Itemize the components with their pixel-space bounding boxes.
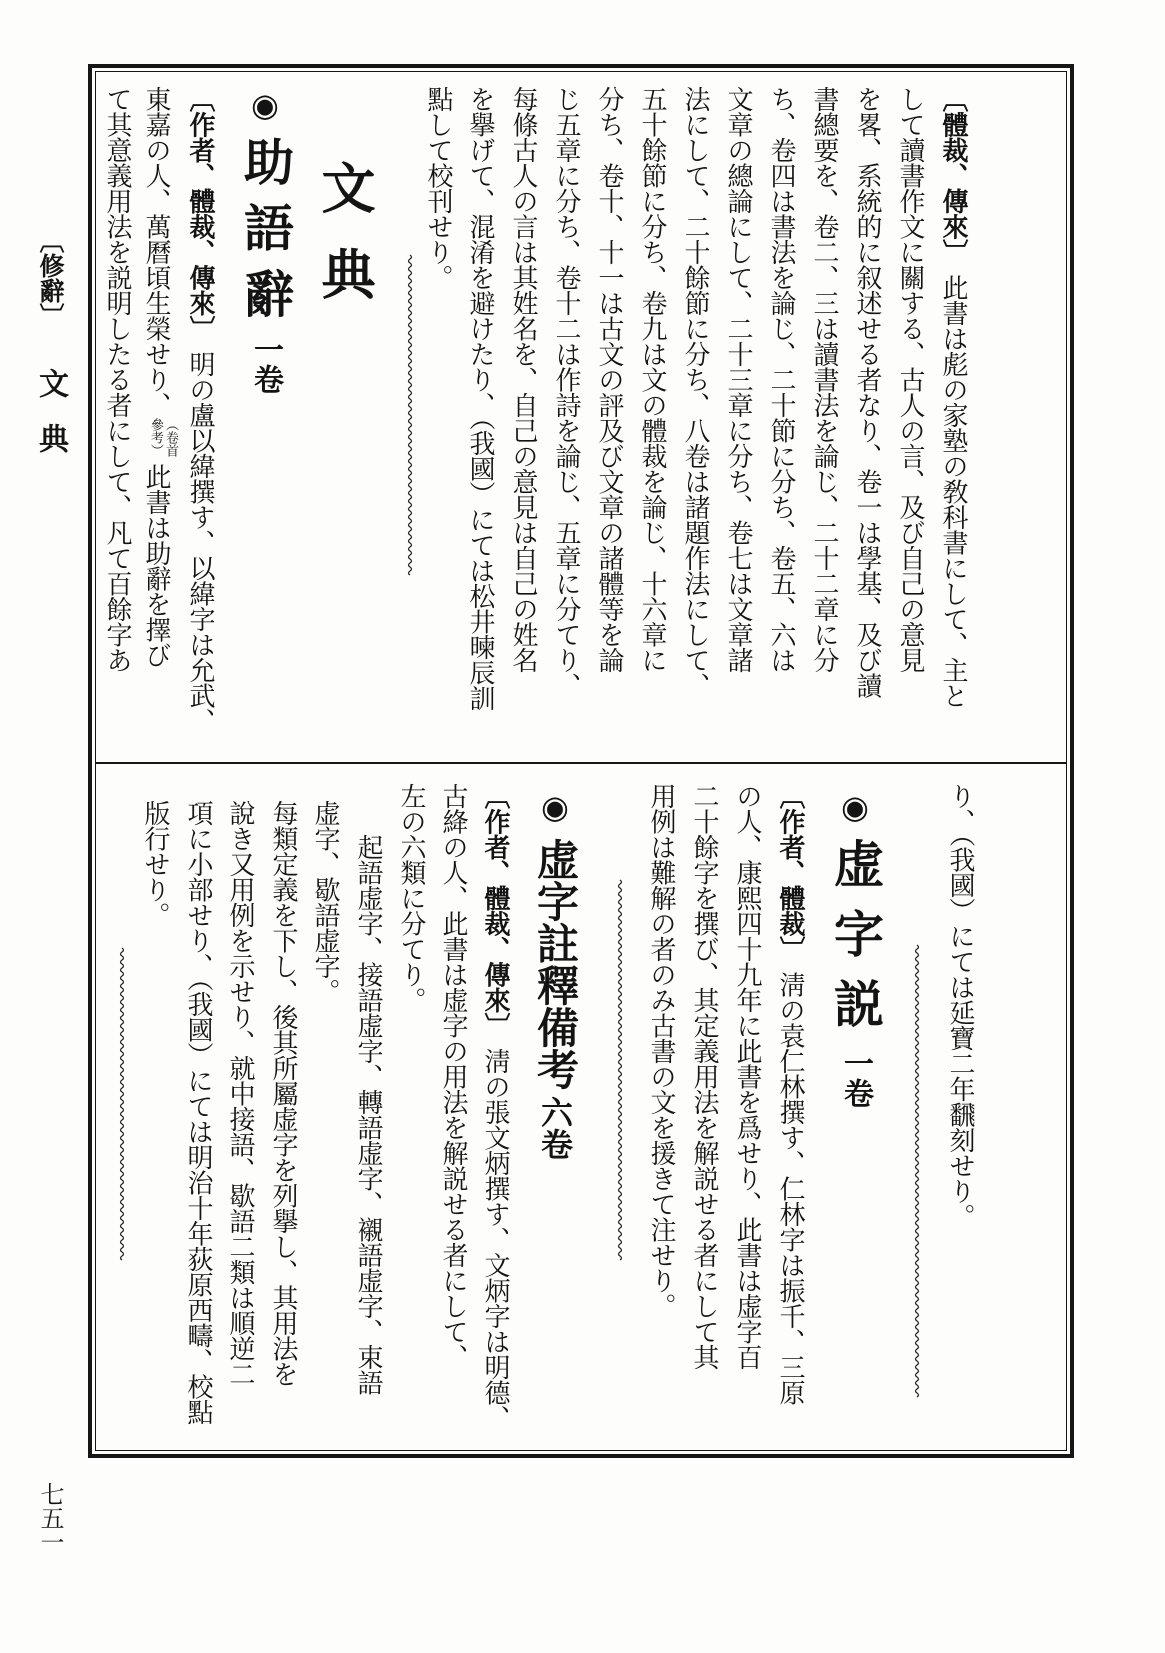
prev-entry-text: ち、卷四は書法を論じ、二十節に分ち、卷五、六は bbox=[766, 86, 796, 673]
prev-entry-line bbox=[546, 86, 586, 698]
zhuyuci-text: 明の盧以緯撰す、以緯字は允武、 bbox=[185, 351, 215, 734]
beikao-text: 起語虚字、接語虚字、轉語虚字、襯語虚字、束語 bbox=[353, 834, 383, 1395]
xuzishuo-line bbox=[770, 783, 810, 1405]
page-number bbox=[30, 1482, 70, 1554]
beikao-text: 項に小部せり、（我國）にては明治十年荻原西疇、校點 bbox=[183, 800, 213, 1425]
prev-entry-text: 每條古人の言は其姓名を、自己の意見は自己の姓名 bbox=[508, 86, 538, 673]
zhuyuci-label: 〔作者、體裁、傳來〕 bbox=[185, 86, 215, 341]
running-head-title bbox=[30, 368, 70, 478]
prev-entry-line bbox=[890, 86, 930, 673]
roundel-mark-icon: ◉ bbox=[246, 86, 284, 124]
entry-title-text: 虚字註釋備考 bbox=[531, 838, 580, 1090]
beikao-text: 淸の張文炳撰す、文炳字は明德、 bbox=[480, 1048, 510, 1431]
prev-entry-text: して讀書作文に關する、古人の言、及び自己の意見 bbox=[895, 86, 925, 673]
prev-entry-text: 五十餘節に分ち、卷九は文の體裁を論じ、十六章に bbox=[637, 86, 667, 673]
inline-note-line: 參考） bbox=[148, 417, 163, 457]
roundel-mark-icon: ◉ bbox=[536, 788, 574, 826]
prev-entry-line bbox=[503, 86, 543, 673]
prev-entry-text: 此書は彪の家塾の敎科書にして、主と bbox=[938, 274, 968, 708]
prev-entry-text: 文章の總論にして、二十三章に分ち、卷七は文章諸 bbox=[723, 86, 753, 673]
beikao-text: 每類定義を下し、後其所屬虚字を列擧し、其用法を bbox=[268, 800, 298, 1387]
prev-entry-line bbox=[718, 86, 758, 673]
running-head-category-text: 〔修辭〕 bbox=[36, 228, 65, 328]
beikao-line bbox=[433, 783, 473, 1370]
beikao-category-list bbox=[305, 800, 345, 1004]
entry-title-text: 虚字説 bbox=[826, 838, 885, 1048]
zhuyuci-line bbox=[940, 783, 980, 1229]
section-heading: 文典 bbox=[313, 160, 377, 332]
xuzishuo-text: 淸の袁仁林撰す、仁林字は振千、三原 bbox=[775, 971, 805, 1405]
zhuyuci-text: 此書は助辭を擇び bbox=[141, 463, 171, 668]
prev-entry-text: 分ち、卷十、十一は古文の評及び文章の諸體等を論 bbox=[594, 86, 624, 673]
beikao-text: 說き又用例を示せり、就中接語、歇語二類は順逆二 bbox=[225, 800, 255, 1387]
xuzishuo-text: 二十餘字を撰び、其定義用法を解説せる者にして其 bbox=[689, 783, 719, 1370]
beikao-category-list bbox=[348, 834, 388, 1395]
prev-entry-label: 〔體裁、傳來〕 bbox=[938, 86, 968, 265]
prev-entry-text: じ五章に分ち、卷十二は作詩を論じ、五章に分てり、 bbox=[551, 86, 581, 698]
prev-entry-text: 點して校刊せり。 bbox=[423, 86, 453, 290]
zhuyuci-line bbox=[97, 86, 137, 673]
xuzishuo-text: の人、康熙四十九年に此書を爲せり、此書は虚字百 bbox=[732, 783, 762, 1370]
xuzishuo-line bbox=[684, 783, 724, 1370]
beikao-text: 版行せり。 bbox=[140, 800, 170, 928]
entry-volume-count: 一卷 bbox=[838, 1048, 873, 1108]
prev-entry-text: を畧、系統的に叙述せる者なり、卷一は學基、及び讀 bbox=[852, 86, 882, 698]
entry-volume-count: 一卷 bbox=[248, 334, 283, 394]
running-head-title-text: 文典 bbox=[33, 368, 68, 478]
beikao-line bbox=[391, 783, 431, 1013]
running-head-category bbox=[30, 228, 70, 328]
tier-divider bbox=[95, 762, 1067, 764]
inline-note bbox=[148, 418, 178, 458]
prev-entry-line bbox=[847, 86, 887, 698]
xuzishuo-line bbox=[641, 783, 681, 1319]
xuzishuo-line bbox=[727, 783, 767, 1370]
zhuyuci-text: 東嘉の人、萬曆頃生榮せり、 bbox=[141, 86, 171, 418]
prev-entry-line bbox=[460, 86, 500, 711]
entry-volume-count: 六卷 bbox=[536, 1096, 574, 1160]
prev-entry-line bbox=[933, 86, 973, 708]
prev-entry-line bbox=[761, 86, 801, 673]
beikao-text: 左の六類に分てり。 bbox=[396, 783, 426, 1013]
prev-entry-line bbox=[804, 86, 844, 673]
beikao-text: 虚字、歇語虚字。 bbox=[310, 800, 340, 1004]
inline-note-line: （卷首 bbox=[163, 417, 178, 457]
entry-title-xuzi-zhushi-beikao bbox=[523, 788, 587, 1160]
prev-entry-text: 書總要を、卷二、三は讀書法を論じ、二十二章に分 bbox=[809, 86, 839, 673]
entry-title-text: 助語辭 bbox=[236, 136, 295, 334]
beikao-text: 古絳の人、此書は虚字の用法を解説せる者にして、 bbox=[438, 783, 468, 1370]
entry-title-zhuyuci bbox=[233, 86, 297, 394]
prev-entry-line bbox=[589, 86, 629, 673]
zhuyuci-line bbox=[180, 86, 220, 734]
beikao-line bbox=[263, 800, 303, 1387]
prev-entry-line bbox=[418, 86, 458, 290]
beikao-label: 〔作者、體裁、傳來〕 bbox=[480, 783, 510, 1038]
prev-entry-text: を擧げて、混淆を避けたり、（我國）にては松井暕辰訓 bbox=[465, 86, 495, 711]
beikao-line bbox=[220, 800, 260, 1387]
prev-entry-text: 法にして、二十餘節に分ち、八卷は諸題作法にして、 bbox=[680, 86, 710, 698]
zhuyuci-text: て其意義用法を説明したる者にして、凡て百餘字あ bbox=[102, 86, 132, 673]
xuzishuo-label: 〔作者、體裁〕 bbox=[775, 783, 805, 962]
prev-entry-line bbox=[675, 86, 715, 698]
page-number-text: 七五一 bbox=[36, 1482, 64, 1554]
xuzishuo-text: 用例は難解の者のみ古書の文を援きて注せり。 bbox=[646, 783, 676, 1319]
entry-title-xuzishuo bbox=[823, 788, 887, 1108]
zhuyuci-text: り、（我國）にては延寶二年飜刻せり。 bbox=[945, 783, 975, 1229]
zhuyuci-line bbox=[138, 86, 178, 668]
roundel-mark-icon: ◉ bbox=[836, 788, 874, 826]
beikao-line bbox=[178, 800, 218, 1425]
beikao-line bbox=[135, 800, 175, 928]
prev-entry-line bbox=[632, 86, 672, 673]
beikao-line bbox=[475, 783, 515, 1431]
